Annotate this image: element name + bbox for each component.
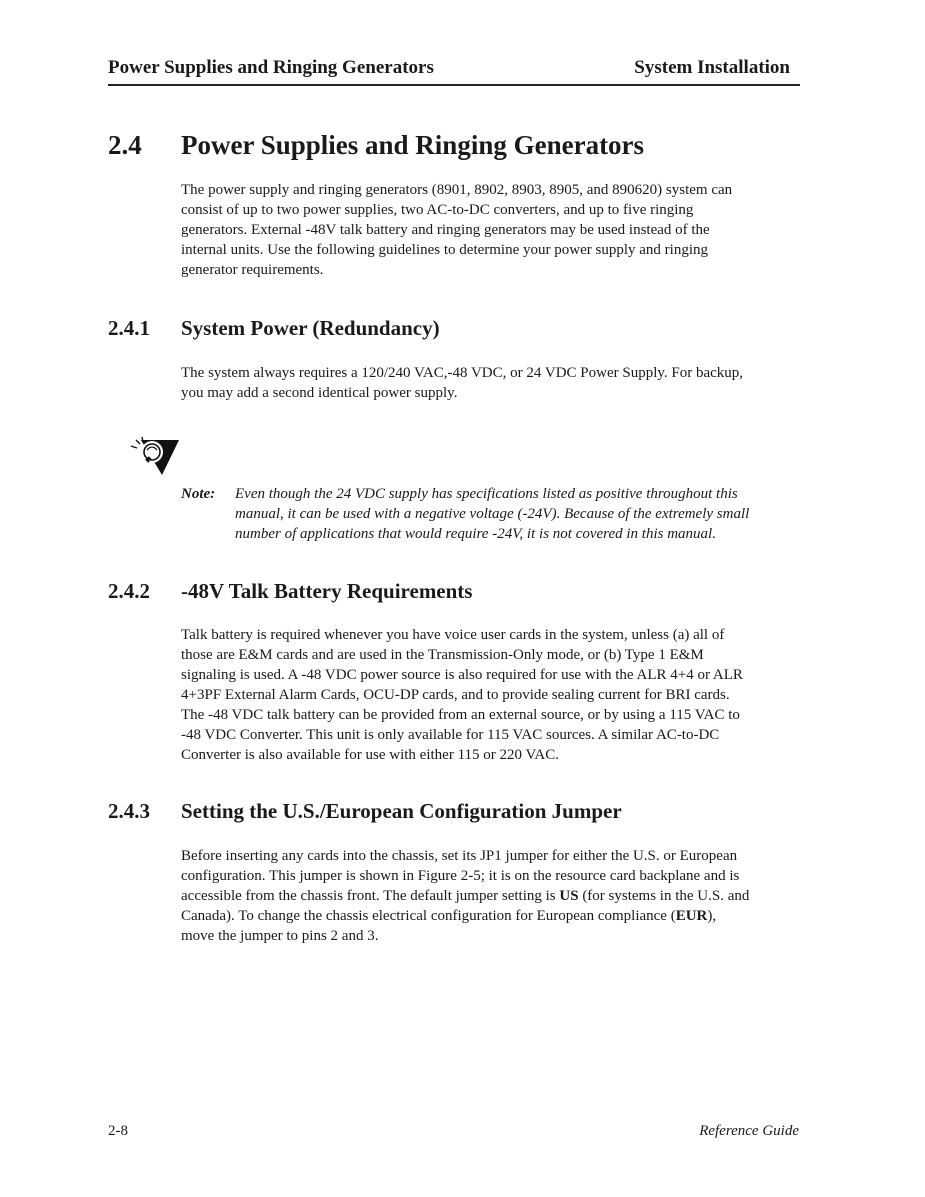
paragraph-line: Talk battery is required whenever you have voice user cards in the system, unless (a) all of xyxy=(181,627,725,643)
subsection-title: Setting the U.S./European Configuration Jumper xyxy=(181,799,622,823)
paragraph-line: -48 VDC Converter. This unit is only available for 115 VAC sources. A similar AC-to-DC xyxy=(181,727,720,743)
paragraph-line: The system always requires a 120/240 VAC,-48 VDC, or 24 VDC Power Supply. For backup, xyxy=(181,365,744,381)
section-intro-paragraph xyxy=(181,180,802,280)
paragraph-line: you may add a second identical power supply. xyxy=(181,385,458,401)
text-run: (for systems in the U.S. and xyxy=(578,888,750,904)
paragraph-line: signaling is used. A -48 VDC power source is also required for use with the ALR 4+4 or ALR xyxy=(181,667,743,683)
note-line: number of applications that would require -24V, it is not covered in this manual. xyxy=(235,526,716,542)
paragraph-line: consist of up to two power supplies, two AC-to-DC converters, and up to five ringing xyxy=(181,202,694,218)
paragraph-line: Before inserting any cards into the chassis, set its JP1 jumper for either the U.S. or European xyxy=(181,848,738,864)
note-label: Note: xyxy=(181,486,216,502)
text-run: accessible from the chassis front. The default jumper setting is xyxy=(181,888,560,904)
footer-guide-name: Reference Guide xyxy=(699,1123,799,1139)
default-setting-us: US xyxy=(559,888,579,904)
paragraph-line: configuration. This jumper is shown in Figure 2-5; it is on the resource card backplane and is xyxy=(181,868,740,884)
text-run: Canada). To change the chassis electrical configuration for European compliance ( xyxy=(181,908,676,924)
paragraph-line: those are E&M cards and are used in the Transmission-Only mode, or (b) Type 1 E&M xyxy=(181,647,704,663)
subsection-number: 2.4.1 xyxy=(108,316,150,340)
talk-battery-paragraph xyxy=(181,625,802,765)
text-run: ), xyxy=(707,908,717,924)
jumper-paragraph xyxy=(181,846,802,946)
european-setting-eur: EUR xyxy=(675,908,708,924)
note-text xyxy=(235,484,805,544)
running-header xyxy=(108,56,800,86)
subsection-title: System Power (Redundancy) xyxy=(181,316,440,340)
paragraph-line: Converter is also available for use with either 115 or 220 VAC. xyxy=(181,747,559,763)
paragraph-line xyxy=(181,886,802,906)
subsection-title: -48V Talk Battery Requirements xyxy=(181,579,473,603)
running-header-chapter: Power Supplies and Ringing Generators xyxy=(108,57,434,78)
running-header-section: System Installation xyxy=(634,57,790,78)
subsection-number: 2.4.3 xyxy=(108,799,150,823)
paragraph-line: internal units. Use the following guidelines to determine your power supply and ringing xyxy=(181,242,708,258)
subsection-number: 2.4.2 xyxy=(108,579,150,603)
section-title: Power Supplies and Ringing Generators xyxy=(181,130,645,160)
page-number: 2-8 xyxy=(108,1123,128,1139)
section-number: 2.4 xyxy=(108,130,142,160)
paragraph-line: generator requirements. xyxy=(181,262,324,278)
paragraph-line: move the jumper to pins 2 and 3. xyxy=(181,928,379,944)
paragraph-line xyxy=(181,906,802,926)
system-power-paragraph xyxy=(181,363,802,403)
lightbulb-note-icon xyxy=(128,436,180,476)
note-line: Even though the 24 VDC supply has specifications listed as positive throughout this xyxy=(235,486,738,502)
paragraph-line: The power supply and ringing generators (8901, 8902, 8903, 8905, and 890620) system can xyxy=(181,182,733,198)
paragraph-line: generators. External -48V talk battery and ringing generators may be used instead of the xyxy=(181,222,710,238)
paragraph-line: The -48 VDC talk battery can be provided from an external source, or by using a 115 VAC to xyxy=(181,707,740,723)
note-line: manual, it can be used with a negative voltage (-24V). Because of the extremely small xyxy=(235,506,750,522)
paragraph-line: 4+3PF External Alarm Cards, OCU-DP cards, and to provide sealing current for BRI cards. xyxy=(181,687,730,703)
